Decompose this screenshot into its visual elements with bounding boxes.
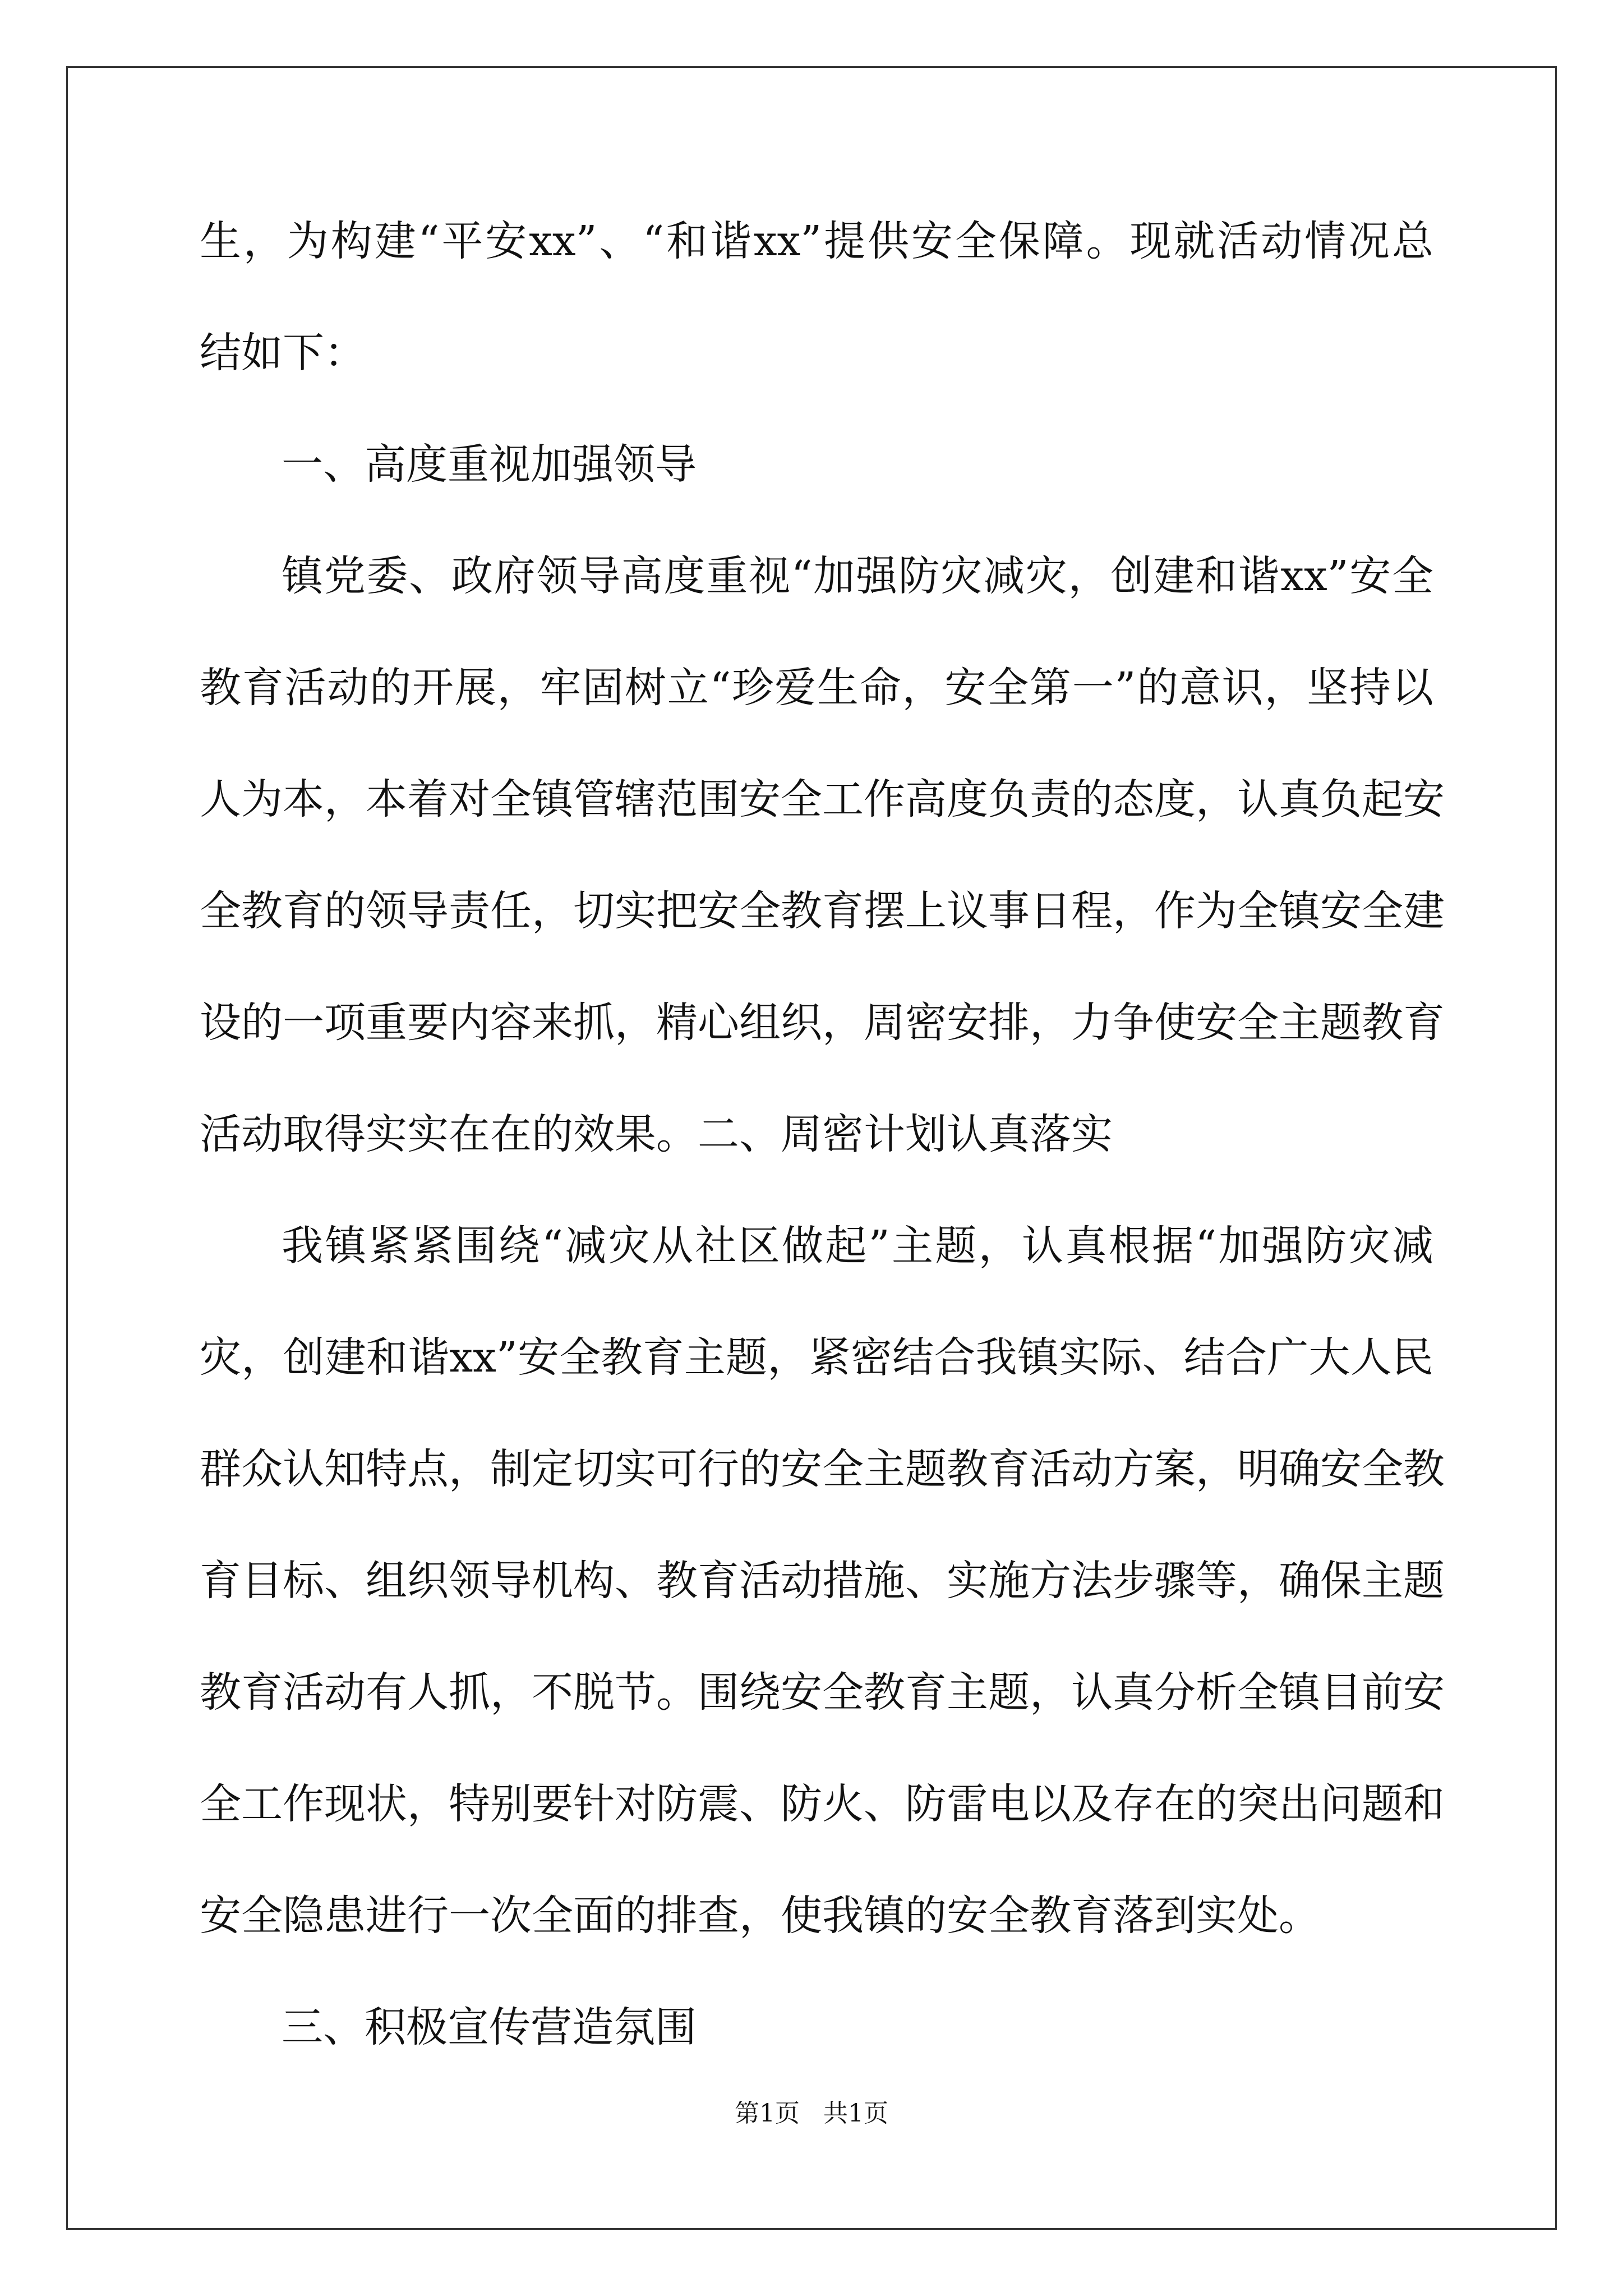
section-heading: 一、高度重视加强领导 xyxy=(282,440,697,489)
page-number: 第1页 共1页 xyxy=(735,2099,888,2128)
text-line: 灾，创建和谐xx”安全教育主题，紧密结合我镇实际、结合广大人民 xyxy=(200,1333,1433,1382)
text-line: 镇党委、政府领导高度重视“加强防灾减灾，创建和谐xx”安全 xyxy=(282,552,1433,600)
text-line: 人为本，本着对全镇管辖范围安全工作高度负责的态度，认真负起安 xyxy=(200,775,1445,823)
text-line: 结如下： xyxy=(200,329,366,377)
text-line: 活动取得实实在在的效果。二、周密计划认真落实 xyxy=(200,1110,1113,1158)
text-line: 育目标、组织领导机构、教育活动措施、实施方法步骤等，确保主题 xyxy=(200,1557,1445,1605)
text-line: 安全隐患进行一次全面的排查，使我镇的安全教育落到实处。 xyxy=(200,1892,1320,1940)
text-line: 群众认知特点，制定切实可行的安全主题教育活动方案，明确安全教 xyxy=(200,1445,1445,1493)
text-line: 全教育的领导责任，切实把安全教育摆上议事日程，作为全镇安全建 xyxy=(200,887,1445,935)
text-line: 教育活动的开展，牢固树立“珍爱生命，安全第一”的意识，坚持以 xyxy=(200,664,1433,712)
text-line: 教育活动有人抓，不脱节。围绕安全教育主题，认真分析全镇目前安 xyxy=(200,1668,1445,1717)
text-line: 设的一项重要内容来抓，精心组织，周密安排，力争使安全主题教育 xyxy=(200,999,1445,1047)
text-line: 全工作现状，特别要针对防震、防火、防雷电以及存在的突出问题和 xyxy=(200,1780,1445,1828)
text-line: 我镇紧紧围绕“减灾从社区做起”主题，认真根据“加强防灾减 xyxy=(282,1222,1433,1270)
section-heading: 三、积极宣传营造氛围 xyxy=(282,2003,697,2051)
text-line: 生，为构建“平安xx”、“和谐xx”提供安全保障。现就活动情况总 xyxy=(200,217,1433,265)
